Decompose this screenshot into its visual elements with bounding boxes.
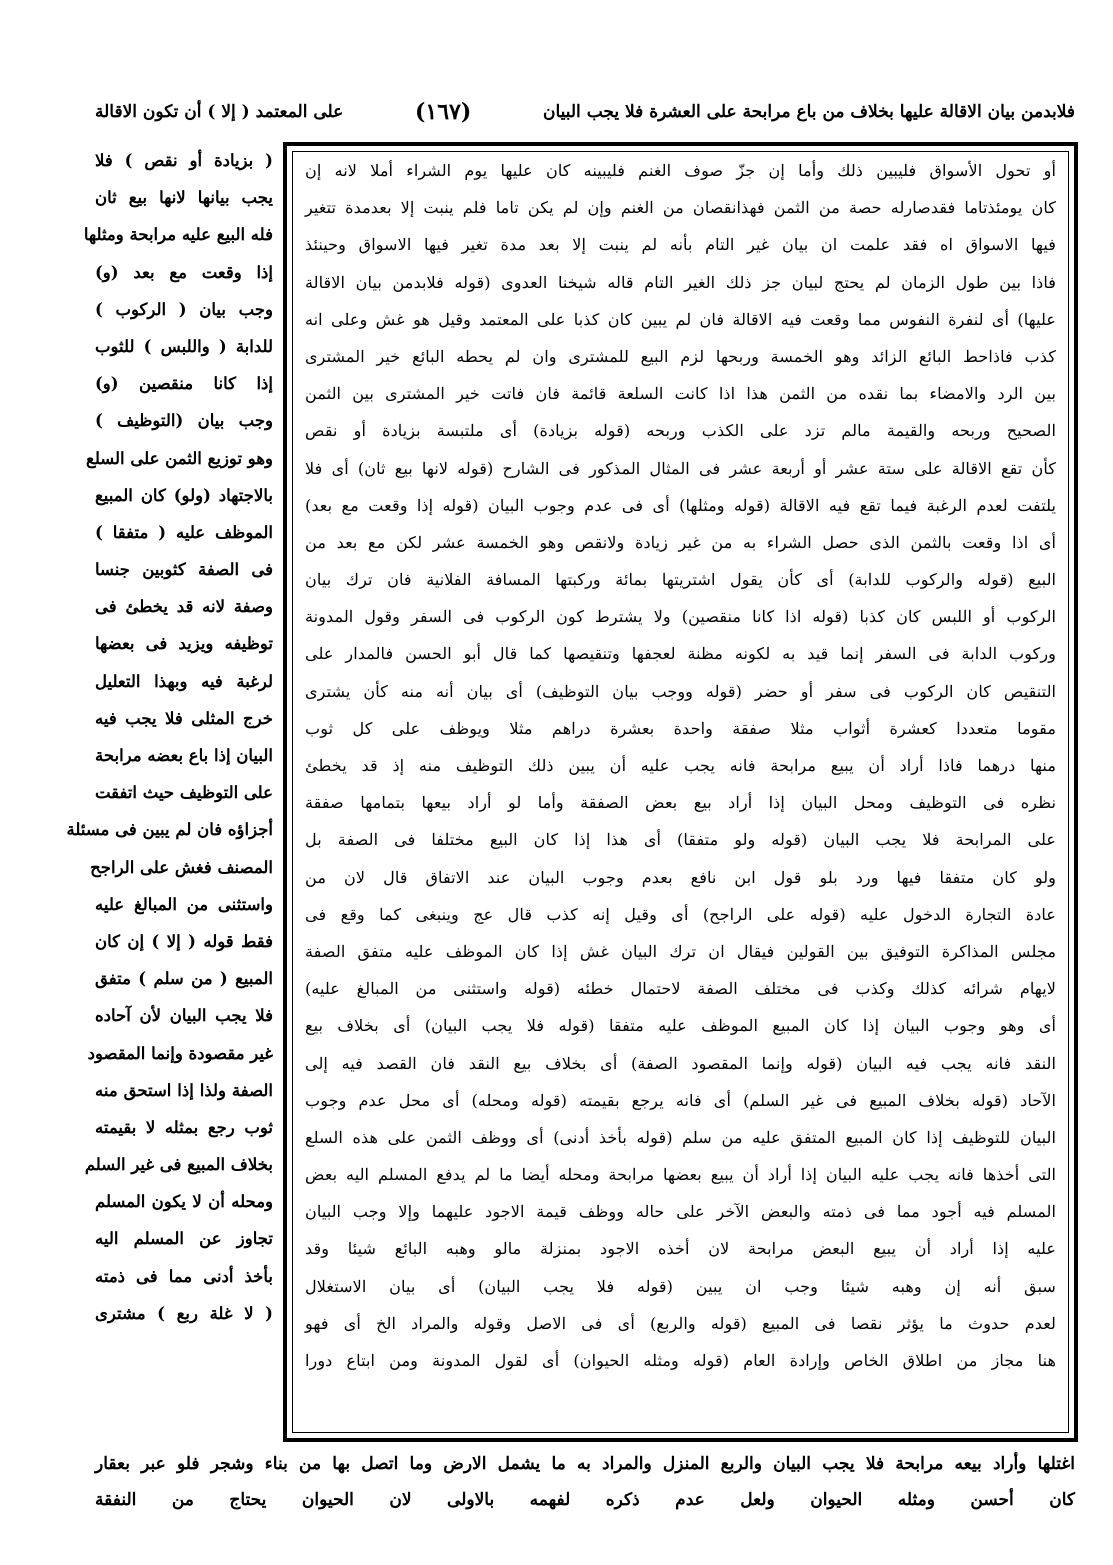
- matn-line: على التوظيف حيث اتفقت: [94, 783, 273, 803]
- commentary-line: أى اذا وقعت بالثمن الذى حصل الشراء به من غير زيادة ولانقص وهو الخمسة عشر لكن مع بعد من: [305, 532, 1056, 552]
- commentary-line: البيع (قوله والركوب للدابة) أى كأن يقول اشتريتها بمائة وركبتها المسافة الفلانية فان ترك بيان: [305, 570, 1056, 590]
- matn-line: وجب بيان ( الركوب ): [95, 299, 273, 319]
- matn-line: ومحله أن لا يكون المسلم: [95, 1192, 273, 1212]
- running-header: [95, 92, 1075, 132]
- commentary-line: التنقيص كان الركوب فى سفر أو حضر (قوله ووجب بيان التوظيف) أى بيان أنه منه كأن يشترى: [305, 681, 1056, 701]
- commentary-line: نظره فى التوظيف ومحل البيان إذا أراد بيع بعض الصفقة وأما لو أراد بيعها بتمامها صفقة: [305, 793, 1056, 813]
- matn-line: وصفة لانه قد يخطئ فى: [95, 597, 273, 617]
- matn-line: تجاوز عن المسلم اليه: [95, 1229, 273, 1249]
- matn-line: توظيفه ويزيد فى بعضها: [95, 634, 273, 654]
- commentary-line: وركوب الدابة فى السفر إنما قيد به لكونه مظنة لعجفها وتنقيصها كما قال أبو الحسن فالمدار على: [305, 644, 1056, 664]
- commentary-line: الصحيح وربحه والقيمة مالم تزد على الكذب وربحه (قوله بزيادة) أى ملتبسة بزيادة أو نقص: [305, 421, 1056, 441]
- commentary-line: فاذا بين طول الزمان لم يحتج لبيان جز ذلك الغير التام قاله شيخنا العدوى (قوله فلابدمن بيان الاقالة: [305, 272, 1056, 292]
- matn-line: ثوب رجع بمثله لا بقيمته: [95, 1117, 273, 1137]
- commentary-frame: [283, 142, 1078, 1442]
- commentary-line: فيها الاسواق اه فقد علمت ان بيان غير التام بأنه لم ينبت إلا بعد مدة تغير فيها الاسواق وحينئذ: [305, 235, 1056, 255]
- matn-line: فله البيع عليه مرابحة ومثلها: [83, 225, 273, 245]
- commentary-line: بين الرد والامضاء بما نقده من الثمن هذا اذا كانت السلعة قائمة فان فاتت خير المشترى بين الثمن: [305, 384, 1056, 404]
- matn-line: فقط قوله ( إلا ) إن كان: [95, 931, 273, 951]
- commentary-line: سبق أنه إن وهبه شيئا وجب ان يبين (قوله فلا يجب البيان) أى بيان الاستغلال: [305, 1276, 1056, 1296]
- commentary-line: عليها) أى لنفرة النفوس مما وقعت فيه الاقالة فان لم يبين كان كذبا على المعتمد وقيل هو غش وعلى انه: [305, 309, 1056, 329]
- matn-line: وجب بيان (التوظيف ): [95, 411, 273, 431]
- commentary-line: مجلس المذاكرة التوفيق بين القولين فيقال ان ترك البيان غش إذا كان الموظف عليه متفق الصفة: [305, 941, 1056, 961]
- continuation-line: كان أحسن ومثله الحيوان ولعل عدم ذكره لفهمه بالاولى لان الحيوان يحتاج من النفقة: [95, 1490, 1075, 1510]
- commentary-line: أو تحول الأسواق فليبين ذلك وأما إن جزّ صوف الغنم فليبينه كان عليها يوم الشراء أملا لانه إن: [305, 161, 1056, 180]
- matn-line: إذا كانا منقصين (و): [95, 374, 273, 394]
- commentary-line: لايهام شرائه كذلك وكذب فى مختلف الصفة لاحتمال خطئه (قوله واستثنى من المبالغ عليه): [305, 979, 1056, 999]
- commentary-text: [292, 151, 1069, 1433]
- matn-line: بخلاف المبيع فى غير السلم: [84, 1155, 273, 1175]
- commentary-line: كأن تقع الاقالة على ستة عشر أو أربعة عشر فى المثال المذكور فى الشارح (قوله لانها بيع ثان) أى فلا: [305, 458, 1056, 478]
- matn-line: المصنف فغش على الراجح: [90, 857, 273, 877]
- matn-line: واستثنى من المبالغ عليه: [95, 894, 273, 914]
- matn-line: الموظف عليه ( متفقا ): [95, 522, 273, 542]
- matn-line: بأخذ أدنى مما فى ذمته: [95, 1266, 273, 1286]
- commentary-line: أى وهو وجوب البيان إذا كان المبيع الموظف عليه متفقا (قوله فلا يجب البيان) أى بخلاف بيع: [305, 1016, 1056, 1036]
- commentary-line: يلتفت لعدم الرغبة فيما تقع فيه الاقالة (قوله ومثلها) أى فى عدم وجوب البيان (قوله إذا وقعت مع بعد): [305, 495, 1056, 515]
- matn-column: [66, 142, 273, 1442]
- commentary-line: على المرابحة فلا يجب البيان (قوله ولو متفقا) أى هذا إذا كان البيع مختلفا فى الصفة بل: [305, 830, 1056, 850]
- page-number: (١٦٧): [414, 99, 472, 125]
- commentary-line: كذب فاذاحط البائع الزائد وهو الخمسة وربحها لزم البيع للمشترى وان لم يحطه البائع خير المشترى: [305, 346, 1056, 366]
- matn-line: يجب بيانها لانها بيع ثان: [95, 188, 273, 208]
- matn-line: للدابة ( واللبس ) للثوب: [95, 336, 273, 356]
- matn-line: ( لا غلة ربع ) مشترى: [95, 1303, 273, 1323]
- commentary-line: مقوما متعددا كعشرة أثواب مثلا صفقة واحدة بعشرة دراهم مثلا ويوظف على كل ثوب: [305, 718, 1056, 738]
- commentary-line: المسلم فيه أجود مما فى ذمته والبعض الآخر على حاله ووظف قيمة الاجود عليهما وإلا وجب البيان: [305, 1202, 1056, 1222]
- matn-line: أجزاؤه فان لم يبين فى مسئلة: [66, 820, 273, 840]
- matn-line: المبيع ( من سلم ) متفق: [95, 969, 273, 989]
- matn-line: فى الصفة كثوبين جنسا: [95, 560, 273, 580]
- matn-line: خرج المثلى فلا يجب فيه: [95, 708, 273, 728]
- running-title-left: على المعتمد ( إلا ) أن تكون الاقالة: [95, 102, 344, 122]
- commentary-line: البيان للتوظيف إذا كان المبيع المتفق عليه من سلم (قوله بأخذ أدنى) أى ووظف الثمن على هذه السلع: [305, 1127, 1056, 1147]
- matn-line: فلا يجب البيان لأن آحاده: [95, 1006, 273, 1026]
- continuation-line: اغتلها وأراد بيعه مرابحة فلا يجب البيان والربع المنزل والمراد به ما يشمل الارض وما اتصل بها من بناء وشجر فلو عبر بعقار: [95, 1454, 1075, 1474]
- matn-line: لرغبة فيه وبهذا التعليل: [95, 671, 273, 691]
- matn-line: الصفة ولذا إذا استحق منه: [95, 1080, 273, 1100]
- commentary-line: الآحاد (قوله بخلاف المبيع فى غير السلم) أى فانه يرجع بقيمته (قوله ومحله) أى محل عدم وجوب: [305, 1090, 1056, 1110]
- commentary-line: النقد فانه يجب فيه البيان (قوله وإنما المقصود الصفة) أى بخلاف بيع النقد فان القصد فيه إلى: [305, 1053, 1056, 1073]
- commentary-line: عليه إذا أراد أن يبيع البعض مرابحة لان أخذه الاجود بمنزلة مالو وهبه البائع شيئا وقد: [305, 1239, 1056, 1259]
- continuation-text: [95, 1446, 1075, 1518]
- commentary-line: كان يومئذتاما فقدصارله حصة من الثمن فهذانقصان من الغنم وإن لم يكن تاما فلم ينبت إلا بعدمدة تتغير: [305, 198, 1056, 218]
- commentary-line: منها درهما فاذا أراد أن يبيع مرابحة فانه يجب عليه أن يبين ذلك التوظيف منه إذ قد يخطئ: [305, 756, 1056, 775]
- commentary-line: لعدم حدوث ما يؤثر نقصا فى المبيع (قوله والربع) أى فى الاصل وقوله والمراد الخ أى فهو: [305, 1313, 1056, 1333]
- commentary-line: عادة التجارة الدخول عليه (قوله على الراجح) أى وقيل إنه كذب قال عج وينبغى كما وقع فى: [305, 904, 1056, 924]
- commentary-line: الركوب أو اللبس كان كذبا (قوله اذا كانا منقصين) ولا يشترط كون الركوب فى السفر وقول المدونة: [305, 607, 1056, 627]
- commentary-line: هنا مجاز من اطلاق الخاص وإرادة العام (قوله ومثله الحيوان) أى لقول المدونة ومن ابتاع دورا: [305, 1351, 1056, 1370]
- matn-line: البيان إذا باع بعضه مرابحة: [95, 746, 273, 765]
- matn-line: ( بزيادة أو نقص ) فلا: [95, 151, 273, 170]
- commentary-line: ولو كان متفقا فيها ورد بلو قول ابن نافع بعدم وجوب البيان عند الاتفاق قال لان من: [305, 867, 1056, 887]
- matn-line: وهو توزيع الثمن على السلع: [86, 448, 273, 468]
- matn-line: إذا وقعت مع بعد (و): [95, 262, 273, 282]
- running-title-right: فلابدمن بيان الاقالة عليها بخلاف من باع مرابحة على العشرة فلا يجب البيان: [542, 102, 1075, 122]
- matn-line: غير مقصودة وإنما المقصود: [87, 1043, 273, 1063]
- commentary-line: التى أخذها فانه يجب عليه البيان إذا أراد أن يبيع بعضها مرابحة ومحله أيضا ما لم يدفع المسلم اليه بعض: [305, 1165, 1056, 1185]
- matn-line: بالاجتهاد (ولو) كان المبيع: [95, 485, 273, 505]
